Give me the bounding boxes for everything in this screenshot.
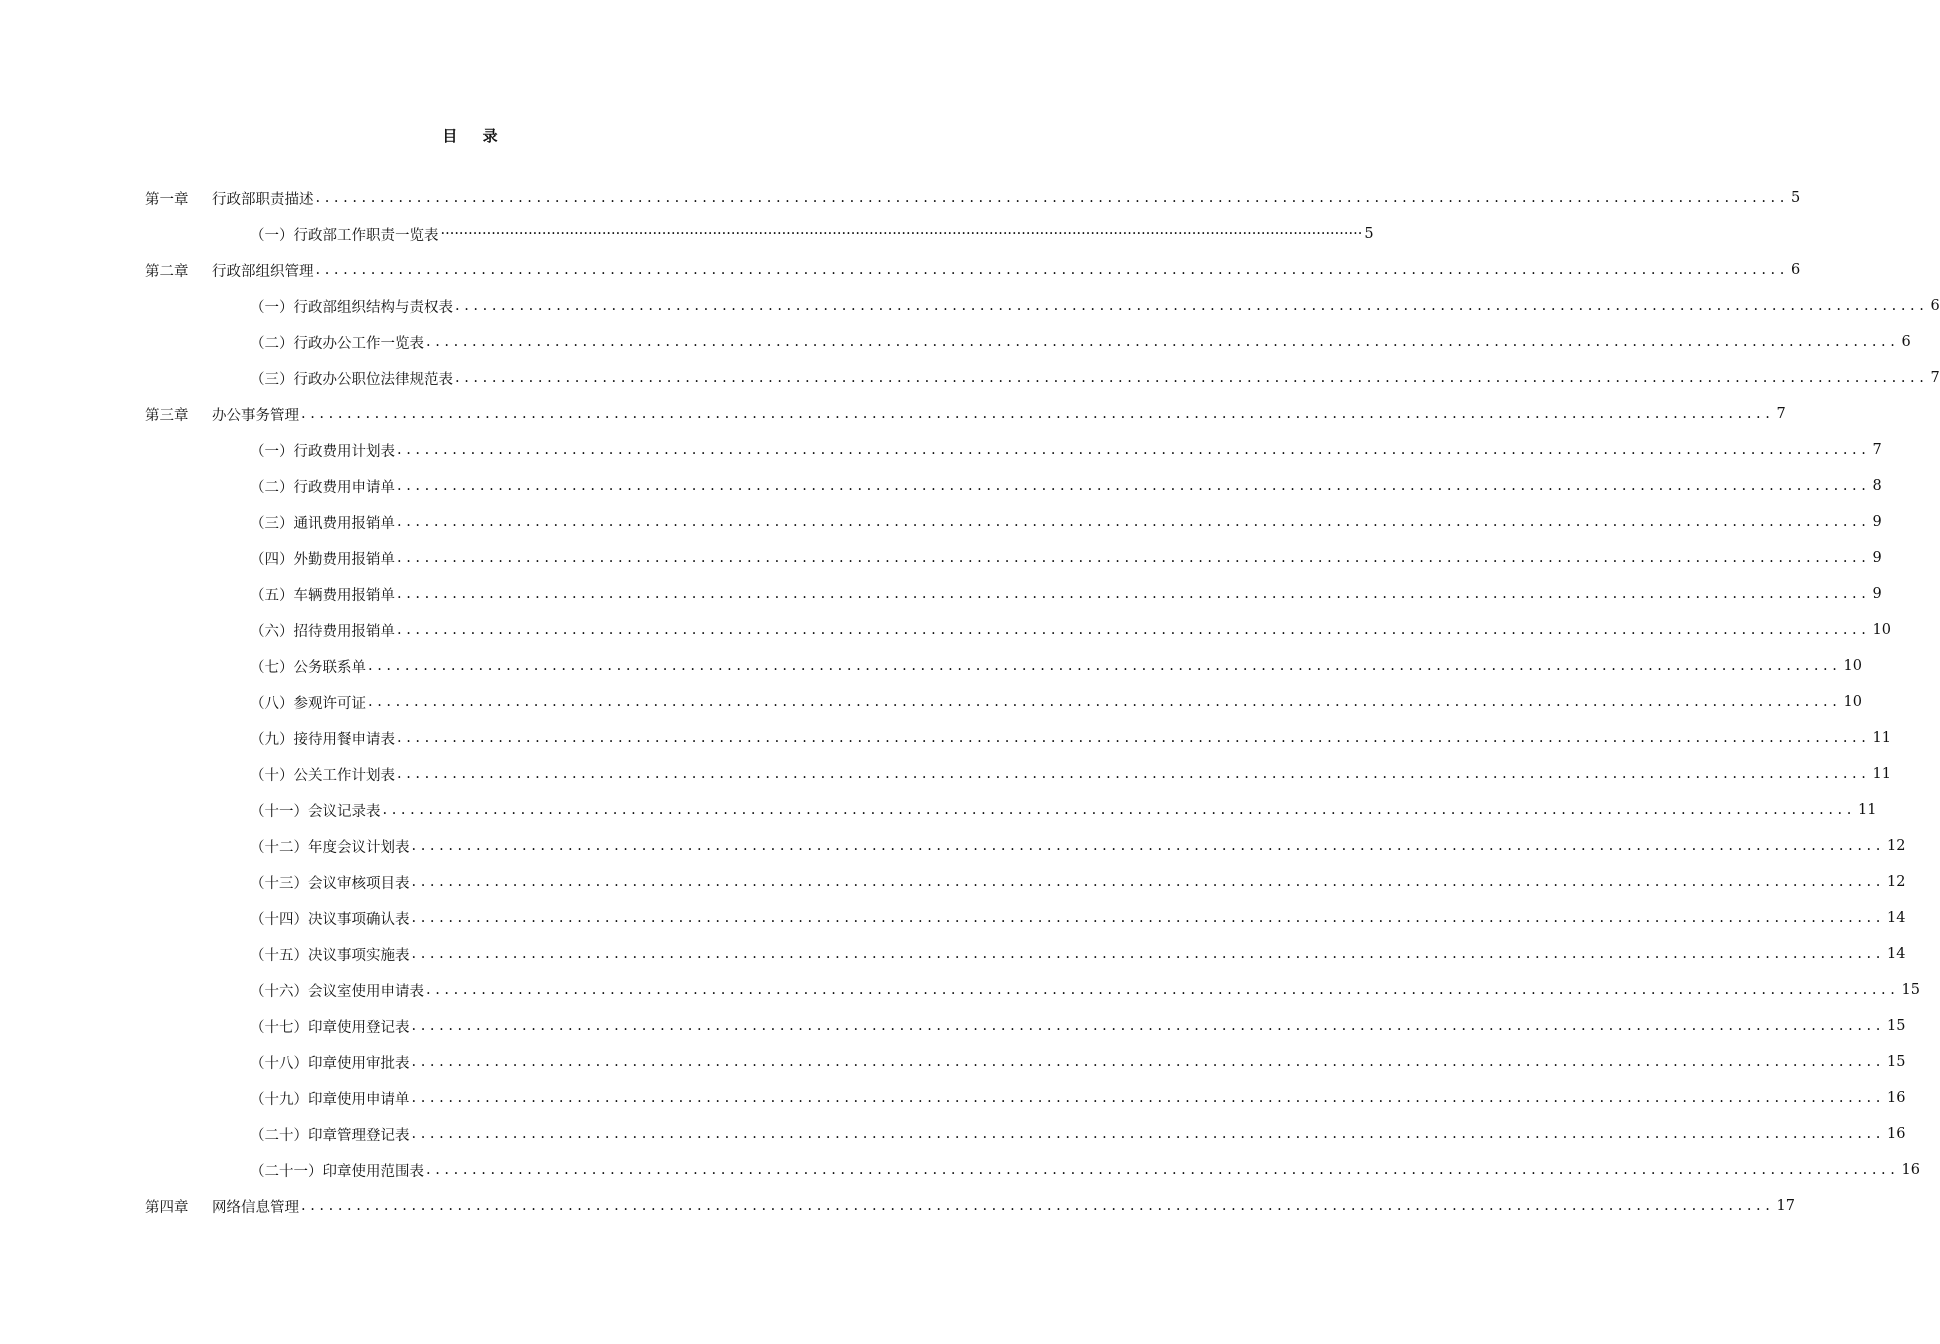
toc-section-entry[interactable] [145, 216, 1374, 252]
page-number: 16 [1886, 1126, 1906, 1142]
toc-section-entry[interactable] [145, 648, 1862, 684]
table-of-contents [145, 180, 1940, 1224]
toc-chapter-entry[interactable] [145, 396, 1786, 432]
toc-entry-line [250, 548, 1882, 569]
toc-entry-line [212, 404, 1786, 425]
toc-entry-line [250, 440, 1882, 461]
toc-section-entry[interactable] [145, 864, 1906, 900]
section-title: （九）接待用餐申请表 [250, 731, 395, 748]
page-number: 11 [1872, 730, 1891, 746]
page-number: 5 [1364, 226, 1374, 242]
section-title: （十九）印章使用申请单 [250, 1091, 410, 1108]
page-number: 11 [1872, 766, 1891, 782]
toc-section-entry[interactable] [145, 504, 1882, 540]
dot-leader: ................................................................................................................................................................ [426, 982, 1900, 998]
toc-section-entry[interactable] [145, 792, 1877, 828]
dot-leader: ................................................................................................................................................................ [426, 334, 1900, 350]
page-number: 15 [1901, 982, 1920, 998]
page-number: 10 [1843, 694, 1862, 710]
page-number: 10 [1872, 622, 1891, 638]
section-title: （一）行政部工作职责一览表 [250, 227, 439, 244]
page-number: 10 [1843, 658, 1862, 674]
dot-leader: ................................................................................................................................................................ [411, 1054, 1885, 1070]
toc-section-entry[interactable] [145, 468, 1882, 504]
toc-entry-line [250, 728, 1891, 749]
dot-leader: ................................................................................................................................................................ [426, 1162, 1900, 1178]
section-title: （十二）年度会议计划表 [250, 839, 410, 856]
toc-entry-line [250, 1160, 1920, 1181]
toc-section-entry[interactable] [145, 1080, 1906, 1116]
toc-section-entry[interactable] [145, 1116, 1906, 1152]
toc-chapter-entry[interactable] [145, 1188, 1795, 1224]
dot-leader: ................................................................................................................................................................ [301, 1198, 1775, 1214]
dot-leader: ................................................................................................................................................................ [382, 802, 1856, 818]
toc-entry-line [212, 260, 1801, 281]
toc-entry-line [250, 836, 1906, 857]
section-title: （二）行政办公工作一览表 [250, 335, 424, 352]
section-title: （十）公关工作计划表 [250, 767, 395, 784]
dot-leader: ................................................................................................................................................................ [368, 658, 1842, 674]
toc-section-entry[interactable] [145, 720, 1891, 756]
page-number: 8 [1872, 478, 1882, 494]
toc-section-entry[interactable] [145, 936, 1906, 972]
chapter-title: 行政部职责描述 [212, 191, 314, 208]
section-title: （八）参观许可证 [250, 695, 366, 712]
page-number: 9 [1872, 514, 1882, 530]
dot-leader: ................................................................................................................................................................ [397, 586, 1871, 602]
chapter-title: 网络信息管理 [212, 1199, 299, 1216]
page-number: 12 [1886, 874, 1906, 890]
section-title: （四）外勤费用报销单 [250, 551, 395, 568]
page-number: 11 [1857, 802, 1877, 818]
page-number: 9 [1872, 550, 1882, 566]
dot-leader: ................................................................................................................................................................ [397, 442, 1871, 458]
toc-section-entry[interactable] [145, 432, 1882, 468]
section-title: （一）行政费用计划表 [250, 443, 395, 460]
toc-entry-line [250, 944, 1906, 965]
toc-entry-line [250, 512, 1882, 533]
toc-entry-line [250, 764, 1891, 785]
section-title: （十一）会议记录表 [250, 803, 381, 820]
toc-entry-line [250, 368, 1940, 389]
section-title: （十七）印章使用登记表 [250, 1019, 410, 1036]
page-number: 14 [1886, 910, 1906, 926]
page-number: 7 [1776, 406, 1786, 422]
toc-section-entry[interactable] [145, 684, 1862, 720]
section-title: （十四）决议事项确认表 [250, 911, 410, 928]
toc-chapter-entry[interactable] [145, 180, 1801, 216]
toc-chapter-entry[interactable] [145, 252, 1801, 288]
section-title: （二）行政费用申请单 [250, 479, 395, 496]
section-title: （十五）决议事项实施表 [250, 947, 410, 964]
dot-leader: ................................................................................................................................................................ [397, 622, 1871, 638]
dot-leader: ................................................................................................................................................................ [411, 1018, 1885, 1034]
page-number: 7 [1872, 442, 1882, 458]
toc-section-entry[interactable] [145, 576, 1882, 612]
toc-section-entry[interactable] [145, 972, 1920, 1008]
dot-leader: ................................................................................................................................................................ [411, 1126, 1885, 1142]
dot-leader: ................................................................................................................................................................ [397, 478, 1871, 494]
section-title: （六）招待费用报销单 [250, 623, 395, 640]
chapter-number: 第二章 [145, 263, 189, 280]
dot-leader: ................................................................................................................................................................ [301, 406, 1775, 422]
dot-leader: ................................................................................................................................................................ [455, 298, 1929, 314]
section-title: （十六）会议室使用申请表 [250, 983, 424, 1000]
toc-section-entry[interactable] [145, 540, 1882, 576]
page-number: 16 [1901, 1162, 1920, 1178]
page-number: 15 [1886, 1054, 1906, 1070]
section-title: （七）公务联系单 [250, 659, 366, 676]
toc-section-entry[interactable] [145, 900, 1906, 936]
toc-entry-line [250, 980, 1920, 1001]
section-title: （十八）印章使用审批表 [250, 1055, 410, 1072]
toc-entry-line [250, 332, 1911, 353]
chapter-title: 行政部组织管理 [212, 263, 314, 280]
toc-entry-line [250, 1052, 1906, 1073]
toc-entry-line [250, 908, 1906, 929]
section-title: （二十一）印章使用范围表 [250, 1163, 424, 1180]
page-number: 7 [1930, 370, 1940, 386]
toc-entry-line [250, 1016, 1906, 1037]
toc-entry-line [212, 1196, 1795, 1217]
dot-leader: ................................................................................................................................................................ [397, 730, 1871, 746]
dot-leader: ········································································································································································································ [440, 226, 1363, 242]
toc-section-entry[interactable] [145, 828, 1906, 864]
page-number: 12 [1886, 838, 1906, 854]
page-number: 6 [1901, 334, 1911, 350]
toc-entry-line [250, 476, 1882, 497]
section-title: （十三）会议审核项目表 [250, 875, 410, 892]
toc-section-entry[interactable] [145, 612, 1891, 648]
page-number: 15 [1886, 1018, 1906, 1034]
toc-entry-line [250, 1088, 1906, 1109]
dot-leader: ................................................................................................................................................................ [411, 946, 1885, 962]
dot-leader: ................................................................................................................................................................ [411, 838, 1885, 854]
dot-leader: ................................................................................................................................................................ [315, 262, 1789, 278]
section-title: （三）通讯费用报销单 [250, 515, 395, 532]
chapter-title: 办公事务管理 [212, 407, 299, 424]
page-number: 16 [1886, 1090, 1906, 1106]
toc-entry-line [250, 584, 1882, 605]
dot-leader: ................................................................................................................................................................ [397, 514, 1871, 530]
page-number: 5 [1790, 190, 1801, 206]
chapter-number: 第四章 [145, 1199, 189, 1216]
toc-section-entry[interactable] [145, 1152, 1920, 1188]
toc-entry-line [250, 656, 1862, 677]
dot-leader: ................................................................................................................................................................ [411, 910, 1885, 926]
section-title: （二十）印章管理登记表 [250, 1127, 410, 1144]
section-title: （五）车辆费用报销单 [250, 587, 395, 604]
toc-entry-line [250, 692, 1862, 713]
toc-section-entry[interactable] [145, 288, 1940, 324]
chapter-number: 第三章 [145, 407, 189, 424]
page-number: 6 [1930, 298, 1940, 314]
toc-entry-line [250, 224, 1374, 245]
toc-entry-line [250, 872, 1906, 893]
dot-leader: ................................................................................................................................................................ [397, 766, 1871, 782]
dot-leader: ................................................................................................................................................................ [315, 190, 1789, 206]
toc-entry-line [250, 800, 1877, 821]
dot-leader: ................................................................................................................................................................ [455, 370, 1929, 386]
section-title: （三）行政办公职位法律规范表 [250, 371, 453, 388]
toc-section-entry[interactable] [145, 1044, 1906, 1080]
dot-leader: ................................................................................................................................................................ [397, 550, 1871, 566]
toc-section-entry[interactable] [145, 324, 1911, 360]
page-number: 9 [1872, 586, 1882, 602]
dot-leader: ................................................................................................................................................................ [411, 874, 1885, 890]
toc-title: 目 录 [442, 127, 508, 145]
dot-leader: ................................................................................................................................................................ [411, 1090, 1885, 1106]
toc-entry-line [212, 188, 1801, 209]
toc-entry-line [250, 1124, 1906, 1145]
dot-leader: ................................................................................................................................................................ [368, 694, 1842, 710]
toc-section-entry[interactable] [145, 360, 1940, 396]
chapter-number: 第一章 [145, 191, 189, 208]
toc-section-entry[interactable] [145, 1008, 1906, 1044]
section-title: （一）行政部组织结构与责权表 [250, 299, 453, 316]
page-number: 6 [1790, 262, 1801, 278]
page-number: 14 [1886, 946, 1906, 962]
page-number: 17 [1776, 1198, 1795, 1214]
toc-entry-line [250, 296, 1940, 317]
toc-entry-line [250, 620, 1891, 641]
toc-section-entry[interactable] [145, 756, 1891, 792]
